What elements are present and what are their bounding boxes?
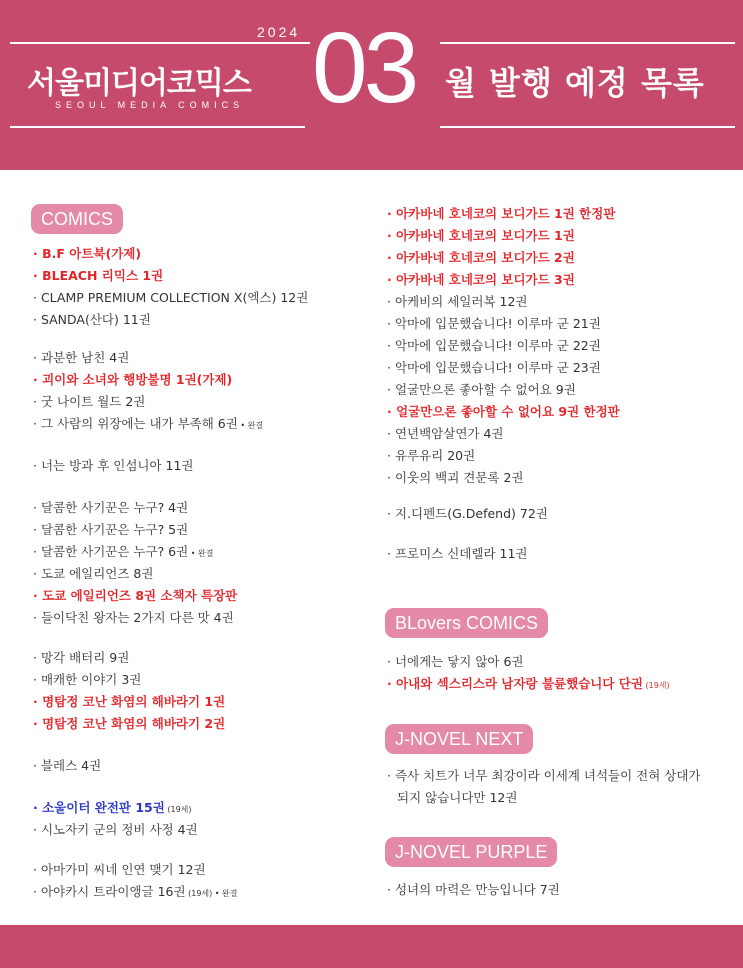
book-list-item [33, 312, 151, 328]
book-list-item [397, 790, 517, 806]
book-list-item [387, 316, 601, 332]
header-line-top-left [10, 42, 310, 44]
book-title: · 너는 방과 후 인섬니아 11권 [33, 458, 194, 473]
book-title: · 프로미스 신데렐라 11권 [387, 546, 528, 561]
book-title: · 너에게는 닿지 않아 6권 [387, 654, 524, 669]
book-list-item [387, 338, 601, 354]
book-list-item [33, 350, 129, 366]
book-title: · 그 사람의 위장에는 내가 부족해 6권 [33, 416, 238, 431]
book-list-item [387, 882, 560, 898]
book-title: · 아케비의 세일러복 12권 [387, 294, 528, 309]
book-list-item [33, 290, 308, 306]
footer-band [0, 925, 743, 968]
book-title: · 달콤한 사기꾼은 누구? 4권 [33, 500, 189, 515]
book-title: · 유루유리 20권 [387, 448, 476, 463]
book-title: · 달콤한 사기꾼은 누구? 5권 [33, 522, 189, 537]
book-list-item [33, 566, 153, 582]
book-title: · 소울이터 완전판 15권 [33, 800, 165, 815]
book-title: · 망각 배터리 9권 [33, 650, 130, 665]
book-tag: (19세) [642, 681, 670, 690]
header-line-bottom-right [440, 126, 735, 128]
book-title: · 아카바네 호네코의 보디가드 1권 한정판 [387, 206, 616, 221]
book-title: · 블레스 4권 [33, 758, 102, 773]
book-title: · 성녀의 마력은 만능입니다 7권 [387, 882, 560, 897]
book-list-item [33, 394, 145, 410]
book-title: · 달콤한 사기꾼은 누구? 6권 [33, 544, 189, 559]
book-title: · 도쿄 에일리언즈 8권 [33, 566, 154, 581]
section-badge-jnovel-next: J-NOVEL NEXT [385, 724, 533, 754]
book-list-item [33, 650, 129, 666]
header-year: 2024 [257, 24, 301, 40]
book-list-item [33, 372, 232, 388]
book-list-item [33, 862, 206, 878]
header-month: 03 [312, 12, 416, 124]
book-list-item [387, 676, 670, 694]
book-list-item [33, 884, 238, 902]
book-title: · 연년백암살연가 4권 [387, 426, 504, 441]
book-title: · B.F 아트북(가제) [33, 246, 142, 261]
book-list-item [387, 382, 576, 398]
book-title: · 매캐한 이야기 3권 [33, 672, 142, 687]
book-title: · 악마에 입문했습니다! 이루마 군 22권 [387, 338, 601, 353]
book-list-item [33, 522, 188, 538]
header-banner [0, 0, 743, 170]
book-title: · 얼굴만으론 좋아할 수 없어요 9권 한정판 [387, 404, 620, 419]
book-list-item [33, 544, 213, 562]
book-title: · BLEACH 리믹스 1권 [33, 268, 164, 283]
book-title: · 악마에 입문했습니다! 이루마 군 23권 [387, 360, 601, 375]
book-title: · 즉사 치트가 너무 최강이라 이세계 녀석들이 전혀 상대가 [387, 768, 701, 783]
book-title: 되지 않습니다만 12권 [397, 790, 518, 805]
book-list-item [33, 800, 192, 818]
book-title: · 아마가미 씨네 인연 맺기 12권 [33, 862, 206, 877]
book-list-item [33, 458, 194, 474]
book-list-item [33, 822, 198, 838]
section-badge-blovers: BLovers COMICS [385, 608, 548, 638]
book-list-item [33, 500, 188, 516]
book-list-item [33, 588, 237, 604]
book-list-item [387, 506, 548, 522]
section-badge-jnovel-purple: J-NOVEL PURPLE [385, 837, 557, 867]
book-title: · 아카바네 호네코의 보디가드 3권 [387, 272, 575, 287]
book-title: · 얼굴만으론 좋아할 수 없어요 9권 [387, 382, 576, 397]
book-list-item [33, 694, 225, 710]
book-list-item [387, 294, 527, 310]
book-list-item [33, 246, 141, 262]
book-title: · 명탐정 코난 화염의 해바라기 2권 [33, 716, 226, 731]
book-list-item [387, 250, 575, 266]
book-list-item [387, 448, 475, 464]
book-title: · CLAMP PREMIUM COLLECTION X(엑스) 12권 [33, 290, 309, 305]
book-list-item [387, 206, 615, 222]
book-title: · 들이닥친 왕자는 2가지 다른 맛 4권 [33, 610, 234, 625]
book-title: · 악마에 입문했습니다! 이루마 군 21권 [387, 316, 601, 331]
book-list-item [387, 768, 701, 784]
book-title: · 괴이와 소녀와 행방불명 1권(가제) [33, 372, 233, 387]
book-title: · 명탐정 코난 화염의 해바라기 1권 [33, 694, 226, 709]
book-list-item [387, 426, 503, 442]
header-line-top-right [440, 42, 735, 44]
book-list-item [33, 268, 163, 284]
book-list-item [33, 716, 225, 732]
book-tag: • 완결 [237, 421, 264, 430]
book-list-item [387, 470, 524, 486]
book-tag: (19세) [164, 805, 192, 814]
book-list-item [33, 672, 141, 688]
book-list-item [387, 228, 575, 244]
book-title: · 과분한 남친 4권 [33, 350, 130, 365]
book-title: · 아카바네 호네코의 보디가드 2권 [387, 250, 575, 265]
book-title: · 시노자키 군의 정비 사정 4권 [33, 822, 198, 837]
publisher-logo: 서울미디어코믹스 [27, 66, 251, 101]
header-line-bottom-left [10, 126, 305, 128]
section-badge-comics: COMICS [31, 204, 123, 234]
book-title: · 아내와 섹스리스라 남자랑 불륜했습니다 단권 [387, 676, 643, 691]
book-list-item [33, 758, 101, 774]
book-title: · 아카바네 호네코의 보디가드 1권 [387, 228, 575, 243]
book-list-item [387, 272, 575, 288]
book-title: · 도쿄 에일리언즈 8권 소책자 특장판 [33, 588, 238, 603]
book-list-item [33, 416, 263, 434]
book-list-item [33, 610, 234, 626]
publisher-logo-english: SEOUL MEDIA COMICS [55, 100, 245, 110]
header-title: 월 발행 예정 목록 [445, 64, 705, 102]
book-list-item [387, 546, 527, 562]
book-title: · 아야카시 트라이앵글 16권 [33, 884, 186, 899]
book-title: · 지.디펜드(G.Defend) 72권 [387, 506, 548, 521]
book-list-item [387, 404, 620, 420]
book-title: · 굿 나이트 월드 2권 [33, 394, 146, 409]
book-list-item [387, 654, 524, 670]
book-title: · 이웃의 백괴 견문록 2권 [387, 470, 524, 485]
book-list-item [387, 360, 601, 376]
book-title: · SANDA(산다) 11권 [33, 312, 151, 327]
book-tag: (19세) • 완결 [185, 889, 238, 898]
book-tag: • 완결 [188, 549, 214, 558]
